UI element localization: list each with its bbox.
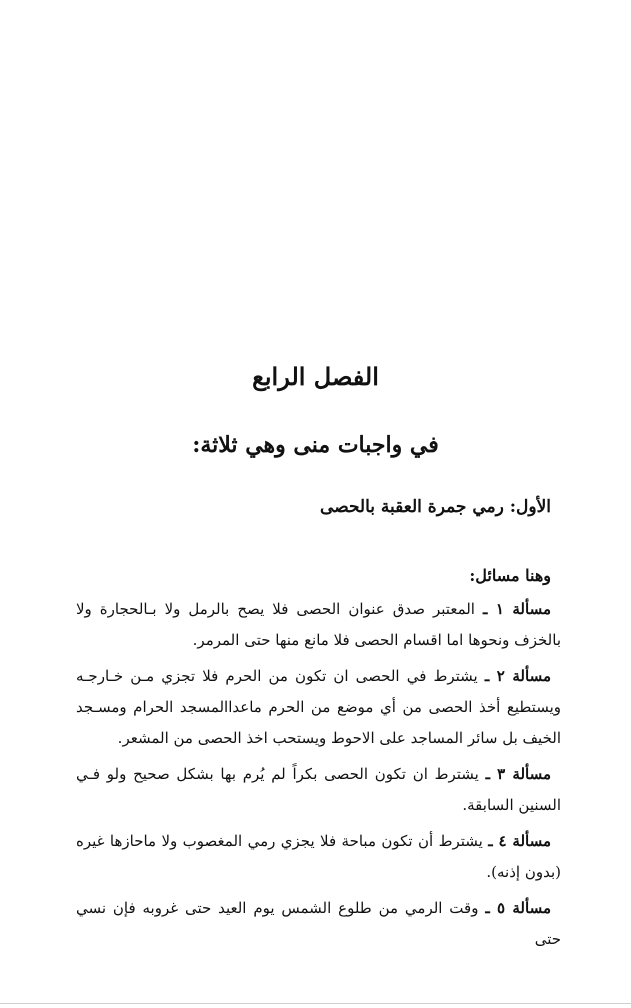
section-heading: الأول: رمي جمرة العقبة بالحصى: [320, 497, 551, 517]
page-bottom-rule: [0, 1003, 631, 1004]
issue-label: مسألة ١ ـ: [483, 600, 551, 618]
issue-text: يشترط أن تكون مباحة فلا يجزي رمي المغصوب ولا ماحازها غيره (بدون إذنه).: [76, 832, 561, 881]
issue-paragraph: [76, 661, 561, 754]
issue-text: المعتبر صدق عنوان الحصى فلا يصح بالرمل ولا بـالحجارة ولا بالخزف ونحوها اما اقسام الحصى فلا مانع منها حتى المرمر.: [76, 600, 561, 649]
chapter-title: الفصل الرابع: [252, 362, 379, 391]
issue-paragraph: [76, 893, 561, 955]
issue-text: وقت الرمي من طلوع الشمس يوم العيد حتى غروبه فإن نسي حتى: [76, 899, 561, 948]
issue-text: يشترط في الحصى ان تكون من الحرم فلا تجزي مـن خـارجـه ويستطيع أخذ الحصى من أي موضع من الحرم ماعداالمسجد الحرام ومسـجد الخيف بل سائر المساجد على الاحوط ويستحب اخذ الحصى من المشعر.: [76, 667, 561, 747]
issue-paragraph: [76, 826, 561, 888]
issue-label: مسألة ٤ ـ: [488, 832, 551, 850]
chapter-subtitle: في واجبات منى وهي ثلاثة:: [192, 432, 439, 458]
issues-intro: وهنا مسائل:: [469, 566, 551, 585]
issue-label: مسألة ٥ ـ: [485, 899, 551, 917]
issue-text: يشترط ان تكون الحصى بكراً لم يُرم بها بشكل صحيح ولو فـي السنين السابقة.: [76, 765, 561, 814]
issue-label: مسألة ٣ ـ: [485, 765, 551, 783]
issue-paragraph: [76, 759, 561, 821]
issues-list: [76, 594, 561, 960]
issue-paragraph: [76, 594, 561, 656]
issue-label: مسألة ٢ ـ: [484, 667, 551, 685]
